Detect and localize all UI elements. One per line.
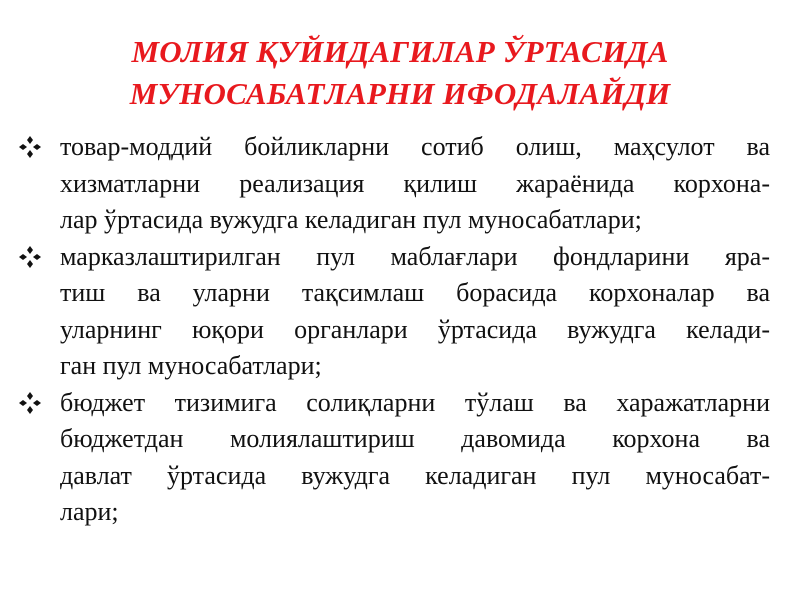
- bullet-text-line: марказлаштирилган пул маблағлари фондларини яра-: [60, 241, 770, 271]
- slide-title-line-2: МУНОСАБАТЛАРНИ ИФОДАЛАЙДИ: [129, 76, 671, 111]
- bullet-text-line: бюджет тизимига солиқларни тўлаш ва харажатларни: [60, 387, 770, 417]
- bullet-text-line: лар ўртасида вужудга келадиган пул муносабатлари;: [60, 205, 642, 234]
- four-diamond-bullet-icon: [18, 245, 42, 269]
- slide-title-line-1: МОЛИЯ ҚУЙИДАГИЛАР ЎРТАСИДА: [131, 34, 669, 69]
- bullet-item: [18, 129, 770, 239]
- four-diamond-bullet-icon: [18, 391, 42, 415]
- bullet-item: [18, 239, 770, 385]
- four-diamond-bullet-icon: [18, 135, 42, 159]
- bullet-text-line: давлат ўртасида вужудга келадиган пул муносабат-: [60, 460, 770, 490]
- bullet-text-line: товар-моддий бойликларни сотиб олиш, маҳсулот ва: [60, 132, 770, 161]
- bullet-item: [18, 385, 770, 531]
- bullet-text-line: ган пул муносабатлари;: [60, 351, 322, 380]
- bullet-list: [18, 129, 770, 531]
- bullet-text-line: тиш ва уларни тақсимлаш борасида корхоналар ва: [60, 278, 770, 307]
- bullet-text-line: бюджетдан молиялаштириш давомида корхона ва: [60, 424, 770, 453]
- bullet-text-line: хизматларни реализация қилиш жараёнида корхона-: [60, 168, 770, 198]
- bullet-text-line: уларнинг юқори органлари ўртасида вужудга келади-: [60, 314, 770, 344]
- bullet-text-line: лари;: [60, 497, 119, 526]
